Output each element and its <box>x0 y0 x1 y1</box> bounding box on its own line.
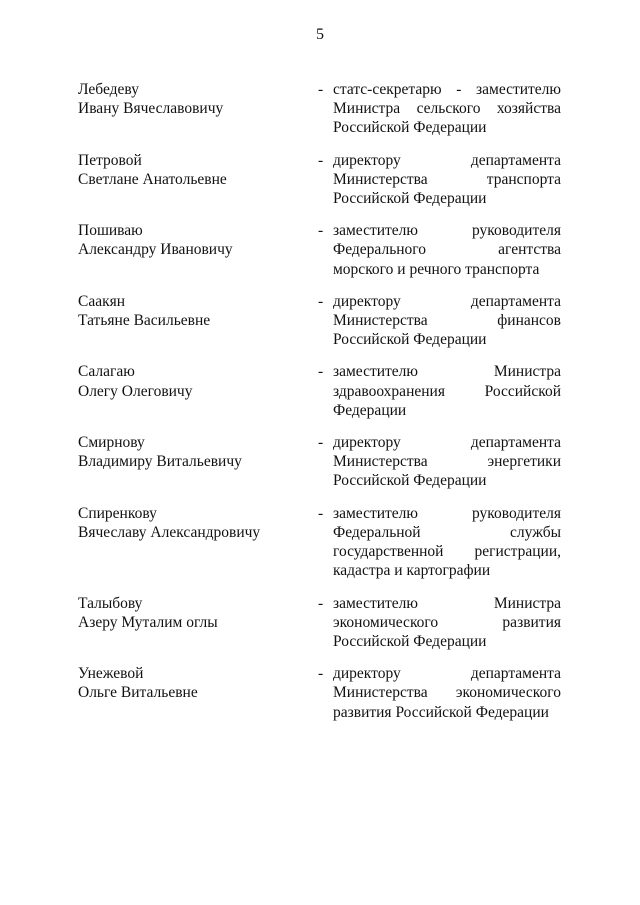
position-title <box>333 664 561 722</box>
person-name <box>78 433 298 471</box>
surname: Пошиваю <box>78 222 143 240</box>
surname: Талыбову <box>78 594 143 612</box>
position-line: Федерального агентства <box>333 241 561 259</box>
list-item <box>0 594 640 665</box>
surname: Смирнову <box>78 433 145 451</box>
list-item <box>0 292 640 363</box>
given-name: Ивану Вячеславовичу <box>78 100 224 118</box>
list-item <box>0 151 640 222</box>
list-item <box>0 664 640 735</box>
position-line: статс-секретарю - заместителю <box>333 81 561 98</box>
position-line: Министерства энергетики <box>333 453 561 471</box>
given-name: Александру Ивановичу <box>78 241 233 259</box>
position-title <box>333 80 561 138</box>
position-line: заместителю Министра <box>333 594 561 612</box>
page-number: 5 <box>316 26 324 43</box>
position-line: Российской Федерации <box>333 190 487 207</box>
list-item <box>0 504 640 594</box>
given-name: Олегу Олеговичу <box>78 382 193 400</box>
person-name <box>78 221 298 259</box>
position-line: развития Российской Федерации <box>333 703 549 721</box>
position-line: Российской Федерации <box>333 331 487 349</box>
position-line: здравоохранения Российской <box>333 382 561 400</box>
surname: Саакян <box>78 292 126 310</box>
surname: Салагаю <box>78 363 135 381</box>
position-line: заместителю руководителя <box>333 222 561 240</box>
person-name <box>78 151 298 189</box>
position-line: заместителю руководителя <box>333 504 561 522</box>
position-line: морского и речного транспорта <box>333 260 540 278</box>
person-name <box>78 664 298 702</box>
position-line: Федерации <box>333 401 407 419</box>
position-line: Министерства экономического <box>333 684 561 702</box>
dash: - <box>318 222 324 240</box>
list-item <box>0 80 640 151</box>
position-line: Министра сельского хозяйства <box>333 100 561 118</box>
given-name: Ольге Витальевне <box>78 684 198 702</box>
person-name <box>78 504 298 542</box>
position-line: Министерства транспорта <box>333 170 561 188</box>
dash: - <box>318 594 324 612</box>
dash: - <box>318 665 324 683</box>
dash: - <box>318 81 324 98</box>
position-line: Российской Федерации <box>333 119 487 137</box>
given-name: Светлане Анатольевне <box>78 170 227 188</box>
position-title <box>333 594 561 652</box>
given-name: Вячеславу Александровичу <box>78 523 261 541</box>
position-line: государственной регистрации, <box>333 542 561 560</box>
list-item <box>0 433 640 504</box>
surname: Лебедеву <box>78 81 139 98</box>
position-line: экономического развития <box>333 613 561 631</box>
dash: - <box>318 292 324 310</box>
appointment-list <box>0 80 640 735</box>
position-title <box>333 504 561 581</box>
position-line: директору департамента <box>333 292 561 310</box>
person-name <box>78 594 298 632</box>
given-name: Владимиру Витальевичу <box>78 453 242 471</box>
dash: - <box>318 151 324 169</box>
position-line: Федеральной службы <box>333 523 561 541</box>
position-title <box>333 151 561 209</box>
position-line: Российской Федерации <box>333 472 487 490</box>
position-line: директору департамента <box>333 665 561 683</box>
person-name <box>78 362 298 400</box>
dash: - <box>318 433 324 451</box>
list-item <box>0 221 640 292</box>
list-item <box>0 362 640 433</box>
surname: Спиренкову <box>78 504 157 522</box>
person-name <box>78 80 298 118</box>
position-line: директору департамента <box>333 433 561 451</box>
given-name: Азеру Муталим оглы <box>78 613 218 631</box>
position-line: заместителю Министра <box>333 363 561 381</box>
position-title <box>333 292 561 350</box>
dash: - <box>318 504 324 522</box>
position-line: Российской Федерации <box>333 632 487 650</box>
surname: Петровой <box>78 151 142 169</box>
given-name: Татьяне Васильевне <box>78 311 211 329</box>
position-line: Министерства финансов <box>333 311 561 329</box>
surname: Унежевой <box>78 665 144 683</box>
position-line: директору департамента <box>333 151 561 169</box>
person-name <box>78 292 298 330</box>
position-line: кадастра и картографии <box>333 562 491 580</box>
position-title <box>333 221 561 279</box>
dash: - <box>318 363 324 381</box>
position-title <box>333 362 561 420</box>
position-title <box>333 433 561 491</box>
